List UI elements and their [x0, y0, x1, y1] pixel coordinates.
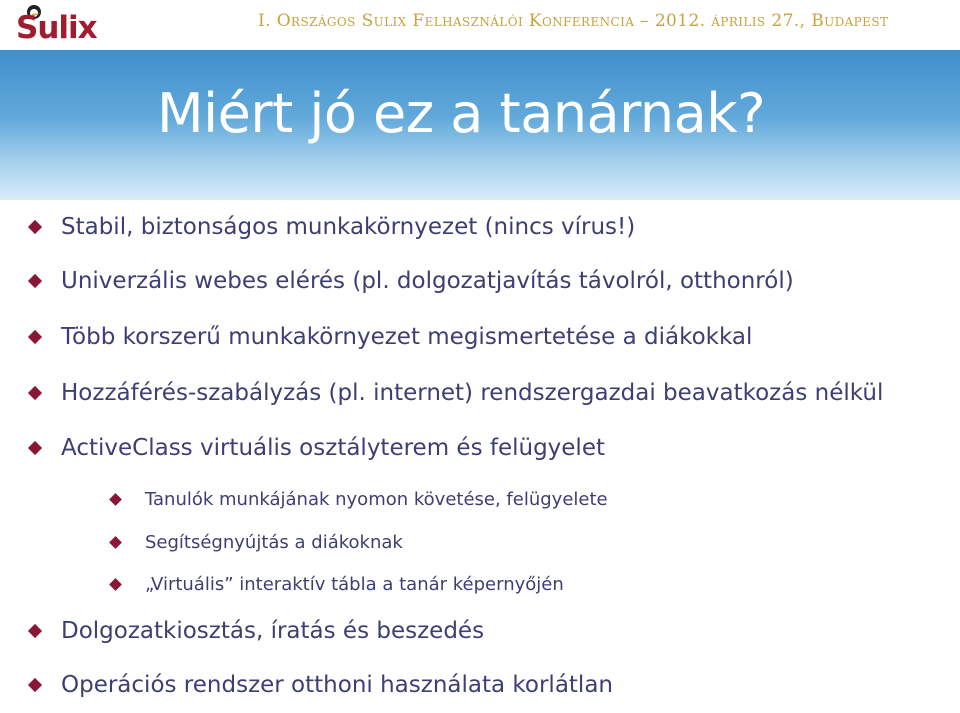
bullet-text: Operációs rendszer otthoni használata korlátlan — [61, 672, 613, 698]
diamond-bullet-icon — [28, 386, 42, 400]
sub-bullet-item — [111, 489, 608, 510]
sub-bullet-item — [111, 574, 564, 595]
bullet-text: „Virtuális” interaktív tábla a tanár képernyőjén — [145, 574, 564, 595]
bullet-item — [30, 435, 605, 461]
bullet-text: Segítségnyújtás a diákoknak — [145, 532, 403, 553]
diamond-bullet-icon — [28, 624, 42, 638]
bullet-item — [30, 214, 635, 240]
conference-title: I. Országos Sulix Felhasználói Konferencia – 2012. április 27., Budapest — [258, 11, 889, 31]
diamond-bullet-icon — [109, 493, 122, 506]
bullet-item — [30, 618, 484, 644]
bullet-text: Több korszerű munkakörnyezet megismertetése a diákokkal — [61, 324, 753, 350]
top-bar — [0, 0, 960, 50]
bullet-text: ActiveClass virtuális osztályterem és felügyelet — [61, 435, 605, 461]
bullet-item — [30, 672, 613, 698]
diamond-bullet-icon — [109, 578, 122, 591]
diamond-bullet-icon — [28, 274, 42, 288]
bullet-text: Hozzáférés-szabályzás (pl. internet) rendszergazdai beavatkozás nélkül — [61, 380, 884, 406]
diamond-bullet-icon — [28, 678, 42, 692]
diamond-bullet-icon — [28, 330, 42, 344]
bullet-text: Dolgozatkiosztás, íratás és beszedés — [61, 618, 485, 644]
diamond-bullet-icon — [28, 220, 42, 234]
sub-bullet-item — [111, 532, 403, 553]
sulix-logo — [6, 2, 106, 48]
diamond-bullet-icon — [109, 536, 122, 549]
bullet-item — [30, 324, 752, 350]
bullet-item — [30, 268, 794, 294]
bullet-text: Tanulók munkájának nyomon követése, felügyelete — [145, 489, 608, 510]
slide-title: Miért jó ez a tanárnak? — [157, 82, 766, 145]
logo-text: Sulix — [16, 10, 97, 46]
diamond-bullet-icon — [28, 441, 42, 455]
bullet-text: Univerzális webes elérés (pl. dolgozatjavítás távolról, otthonról) — [61, 268, 794, 294]
bullet-item — [30, 380, 883, 406]
bullet-text: Stabil, biztonságos munkakörnyezet (nincs vírus!) — [61, 214, 636, 240]
